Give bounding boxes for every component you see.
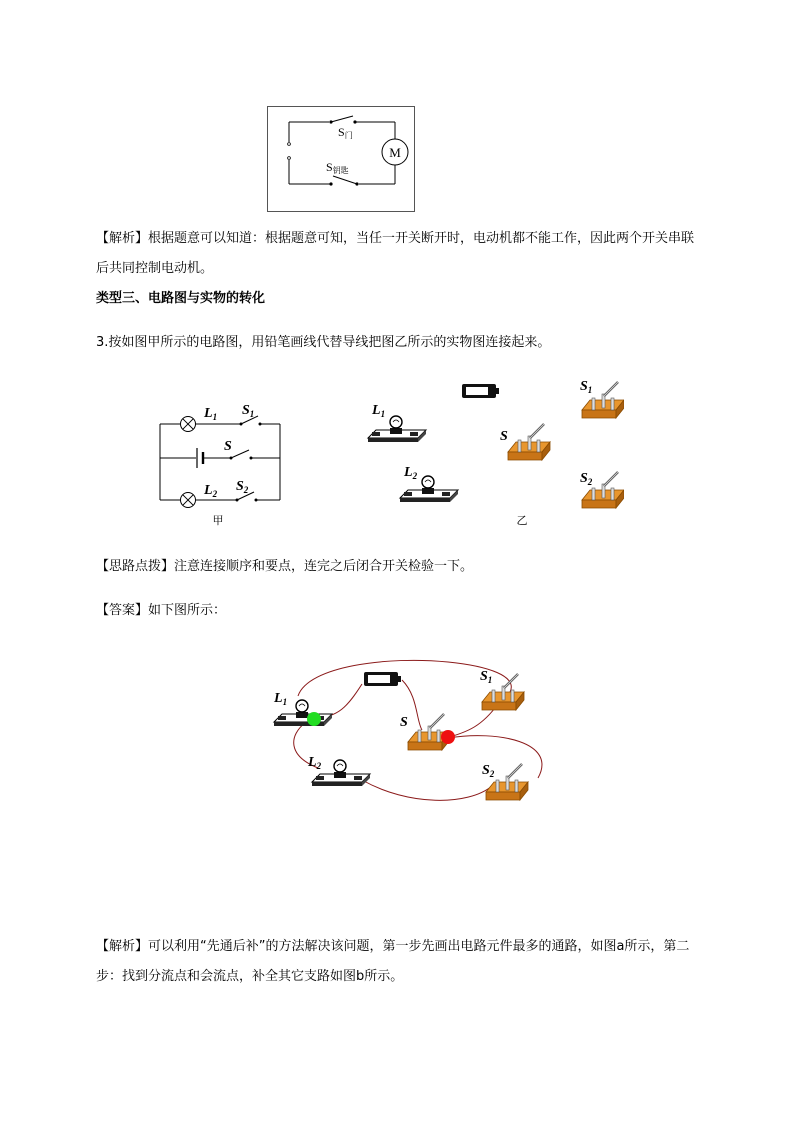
yi-switch-s [508,424,550,460]
wire-l1-battery [314,684,362,718]
yi-caption: 乙 [516,514,528,527]
switch-key-label: S钥匙 [326,160,349,175]
wire-s-s2 [448,736,542,778]
switch-door-label: S门 [338,125,353,140]
components-diagram-yi [362,374,624,530]
yi-battery [462,384,499,398]
jia-s2-label: $S_2$ [236,479,249,495]
analysis-2: 【解析】可以利用“先通后补”的方法解决该问题，第一步先画出电路元件最多的通路，如图a所示，第二步：找到分流点和会流点，补全其它支路如图b所示。 [96,939,690,984]
jia-l2-label: $L_2$ [204,483,218,499]
hint: 【思路点拨】注意连接顺序和要点，连完之后闭合开关检验一下。 [96,559,474,574]
answer-battery [364,672,401,686]
yi-l2-label: $L_2$ [404,465,418,481]
jia-s1-label: $S_1$ [242,403,255,419]
motor-label: M [389,145,401,160]
circuit-diagram-jia [150,396,290,530]
section-heading: 类型三、电路图与实物的转化 [96,291,266,306]
answer-wiring-diagram [268,656,558,820]
yi-s-label: S [500,429,508,444]
answer-label: 【答案】如下图所示： [96,603,227,618]
motor-circuit-diagram [267,106,415,212]
question-3: 3.按如图甲所示的电路图，用铅笔画线代替导线把图乙所示的实物图连接起来。 [96,335,551,350]
answer-l1-label: $L_1$ [274,691,288,707]
yi-bulb-l1 [368,416,426,442]
jia-l1-label: $L_1$ [204,406,218,422]
answer-s-label: S [400,715,408,730]
yi-s1-label: $S_1$ [580,379,593,395]
yi-s2-label: $S_2$ [580,471,593,487]
analysis-1: 【解析】根据题意可以知道：根据题意可知，当任一开关断开时，电动机都不能工作，因此两个开关串联后共同控制电动机。 [96,231,695,276]
answer-s2-label: $S_2$ [482,763,495,779]
junction-green-dot [307,712,321,726]
yi-l1-label: $L_1$ [372,403,386,419]
jia-caption: 甲 [212,514,224,527]
answer-s1-label: $S_1$ [480,669,493,685]
wire-l2-s2 [362,780,492,800]
jia-s-label: S [224,439,232,454]
junction-red-dot [441,730,455,744]
answer-l2-label: $L_2$ [308,755,322,771]
